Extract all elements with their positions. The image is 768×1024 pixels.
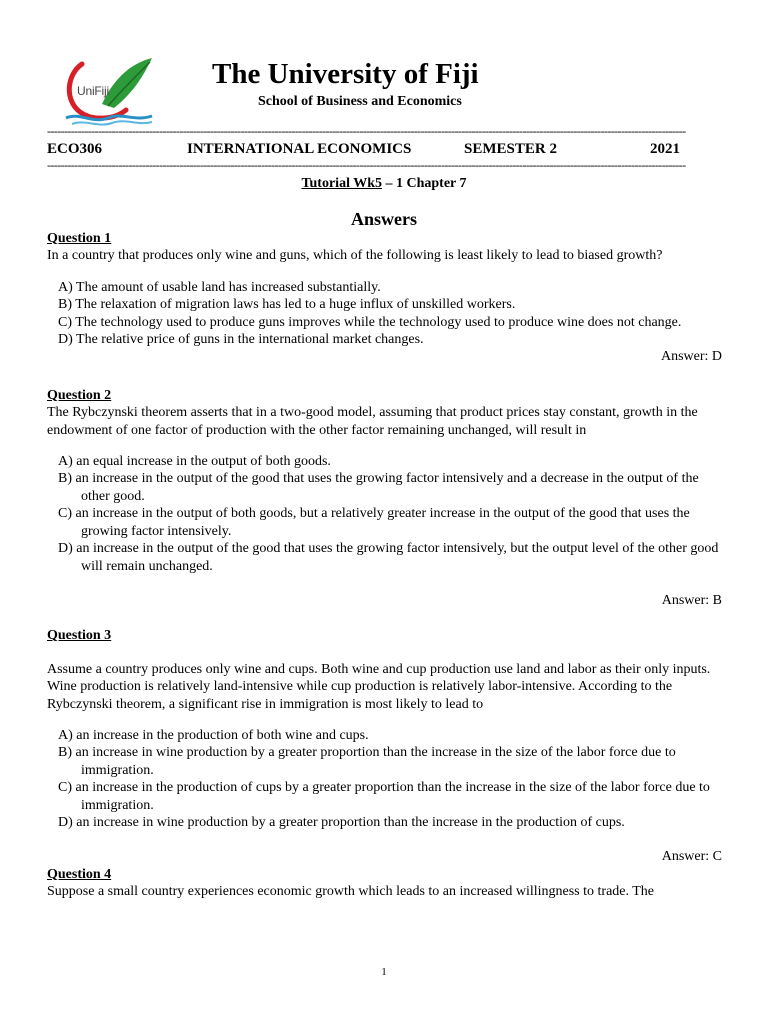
question-heading: Question 2 (47, 387, 112, 403)
tutorial-label: Tutorial Wk5 (301, 176, 382, 191)
divider-bottom: -------------------------------------------------------------------------------------------------------------------------------------------------------------------------------------------- (47, 159, 686, 171)
year: 2021 (650, 141, 680, 157)
logo-wordmark: UniFiji (77, 84, 109, 98)
option-b: B) an increase in the output of the good that uses the growing factor intensively and a decrease in the output of the other good. (58, 471, 699, 504)
question-heading: Question 3 (47, 628, 112, 644)
school-name: School of Business and Economics (258, 94, 462, 109)
tutorial-rest: – 1 Chapter 7 (382, 176, 467, 191)
answer-line: Answer: D (660, 349, 722, 365)
option-d: D) an increase in the output of the good that uses the growing factor intensively, but the output level of the other good will remain unchanged. (58, 541, 719, 574)
question-heading: Question 4 (47, 866, 112, 882)
option-b: B) The relaxation of migration laws has led to a huge influx of unskilled workers. (58, 297, 516, 313)
options-list (47, 727, 727, 831)
answers-title: Answers (351, 209, 417, 229)
divider-top: -------------------------------------------------------------------------------------------------------------------------------------------------------------------------------------------- (47, 125, 686, 137)
question-2 (47, 387, 727, 609)
answer-line: Answer: C (661, 849, 722, 865)
question-text: Assume a country produces only wine and cups. Both wine and cup production use land and labor as their only inputs. Wine production is relatively land-intensive while cup production is relatively labor-intensive. According to the Rybczynski theorem, a significant rise in immigration is most likely to lead to (47, 661, 711, 712)
page-number: 1 (381, 966, 387, 978)
option-a: A) The amount of usable land has increased substantially. (58, 279, 381, 295)
option-c: C) an increase in the output of both goods, but a relatively greater increase in the output of the good that uses the growing factor intensively. (58, 506, 690, 539)
logo-text (77, 84, 109, 98)
questions-content (47, 230, 727, 901)
answer-line: Answer: B (661, 592, 722, 608)
university-title: The University of Fiji (212, 58, 479, 90)
option-a: A) an increase in the production of both wine and cups. (58, 727, 369, 743)
question-text: The Rybczynski theorem asserts that in a two-good model, assuming that product prices stay constant, growth in the endowment of one factor of production with the other factor remaining unchanged, will result in (47, 405, 698, 438)
option-a: A) an equal increase in the output of both goods. (58, 454, 331, 470)
options-list (47, 453, 727, 575)
question-1 (47, 230, 727, 366)
tutorial-heading (0, 176, 768, 192)
course-code: ECO306 (47, 141, 103, 157)
course-name: INTERNATIONAL ECONOMICS (187, 141, 412, 157)
option-c: C) The technology used to produce guns improves while the technology used to produce wine does not change. (58, 314, 682, 330)
option-d: D) The relative price of guns in the international market changes. (58, 332, 424, 348)
option-c: C) an increase in the production of cups by a greater proportion than the increase in the size of the labor force due to immigration. (58, 780, 710, 813)
question-text: Suppose a small country experiences economic growth which leads to an increased willingness to trade. The (47, 884, 655, 900)
options-list (47, 279, 727, 349)
option-d: D) an increase in wine production by a greater proportion than the increase in the production of cups. (58, 814, 625, 830)
option-b: B) an increase in wine production by a greater proportion than the increase in the size of the labor force due to immigration. (58, 745, 676, 778)
question-4 (47, 866, 727, 901)
question-text: In a country that produces only wine and guns, which of the following is least likely to lead to biased growth? (47, 248, 663, 264)
question-heading: Question 1 (47, 231, 112, 246)
semester: SEMESTER 2 (464, 141, 557, 157)
question-3 (47, 627, 727, 865)
